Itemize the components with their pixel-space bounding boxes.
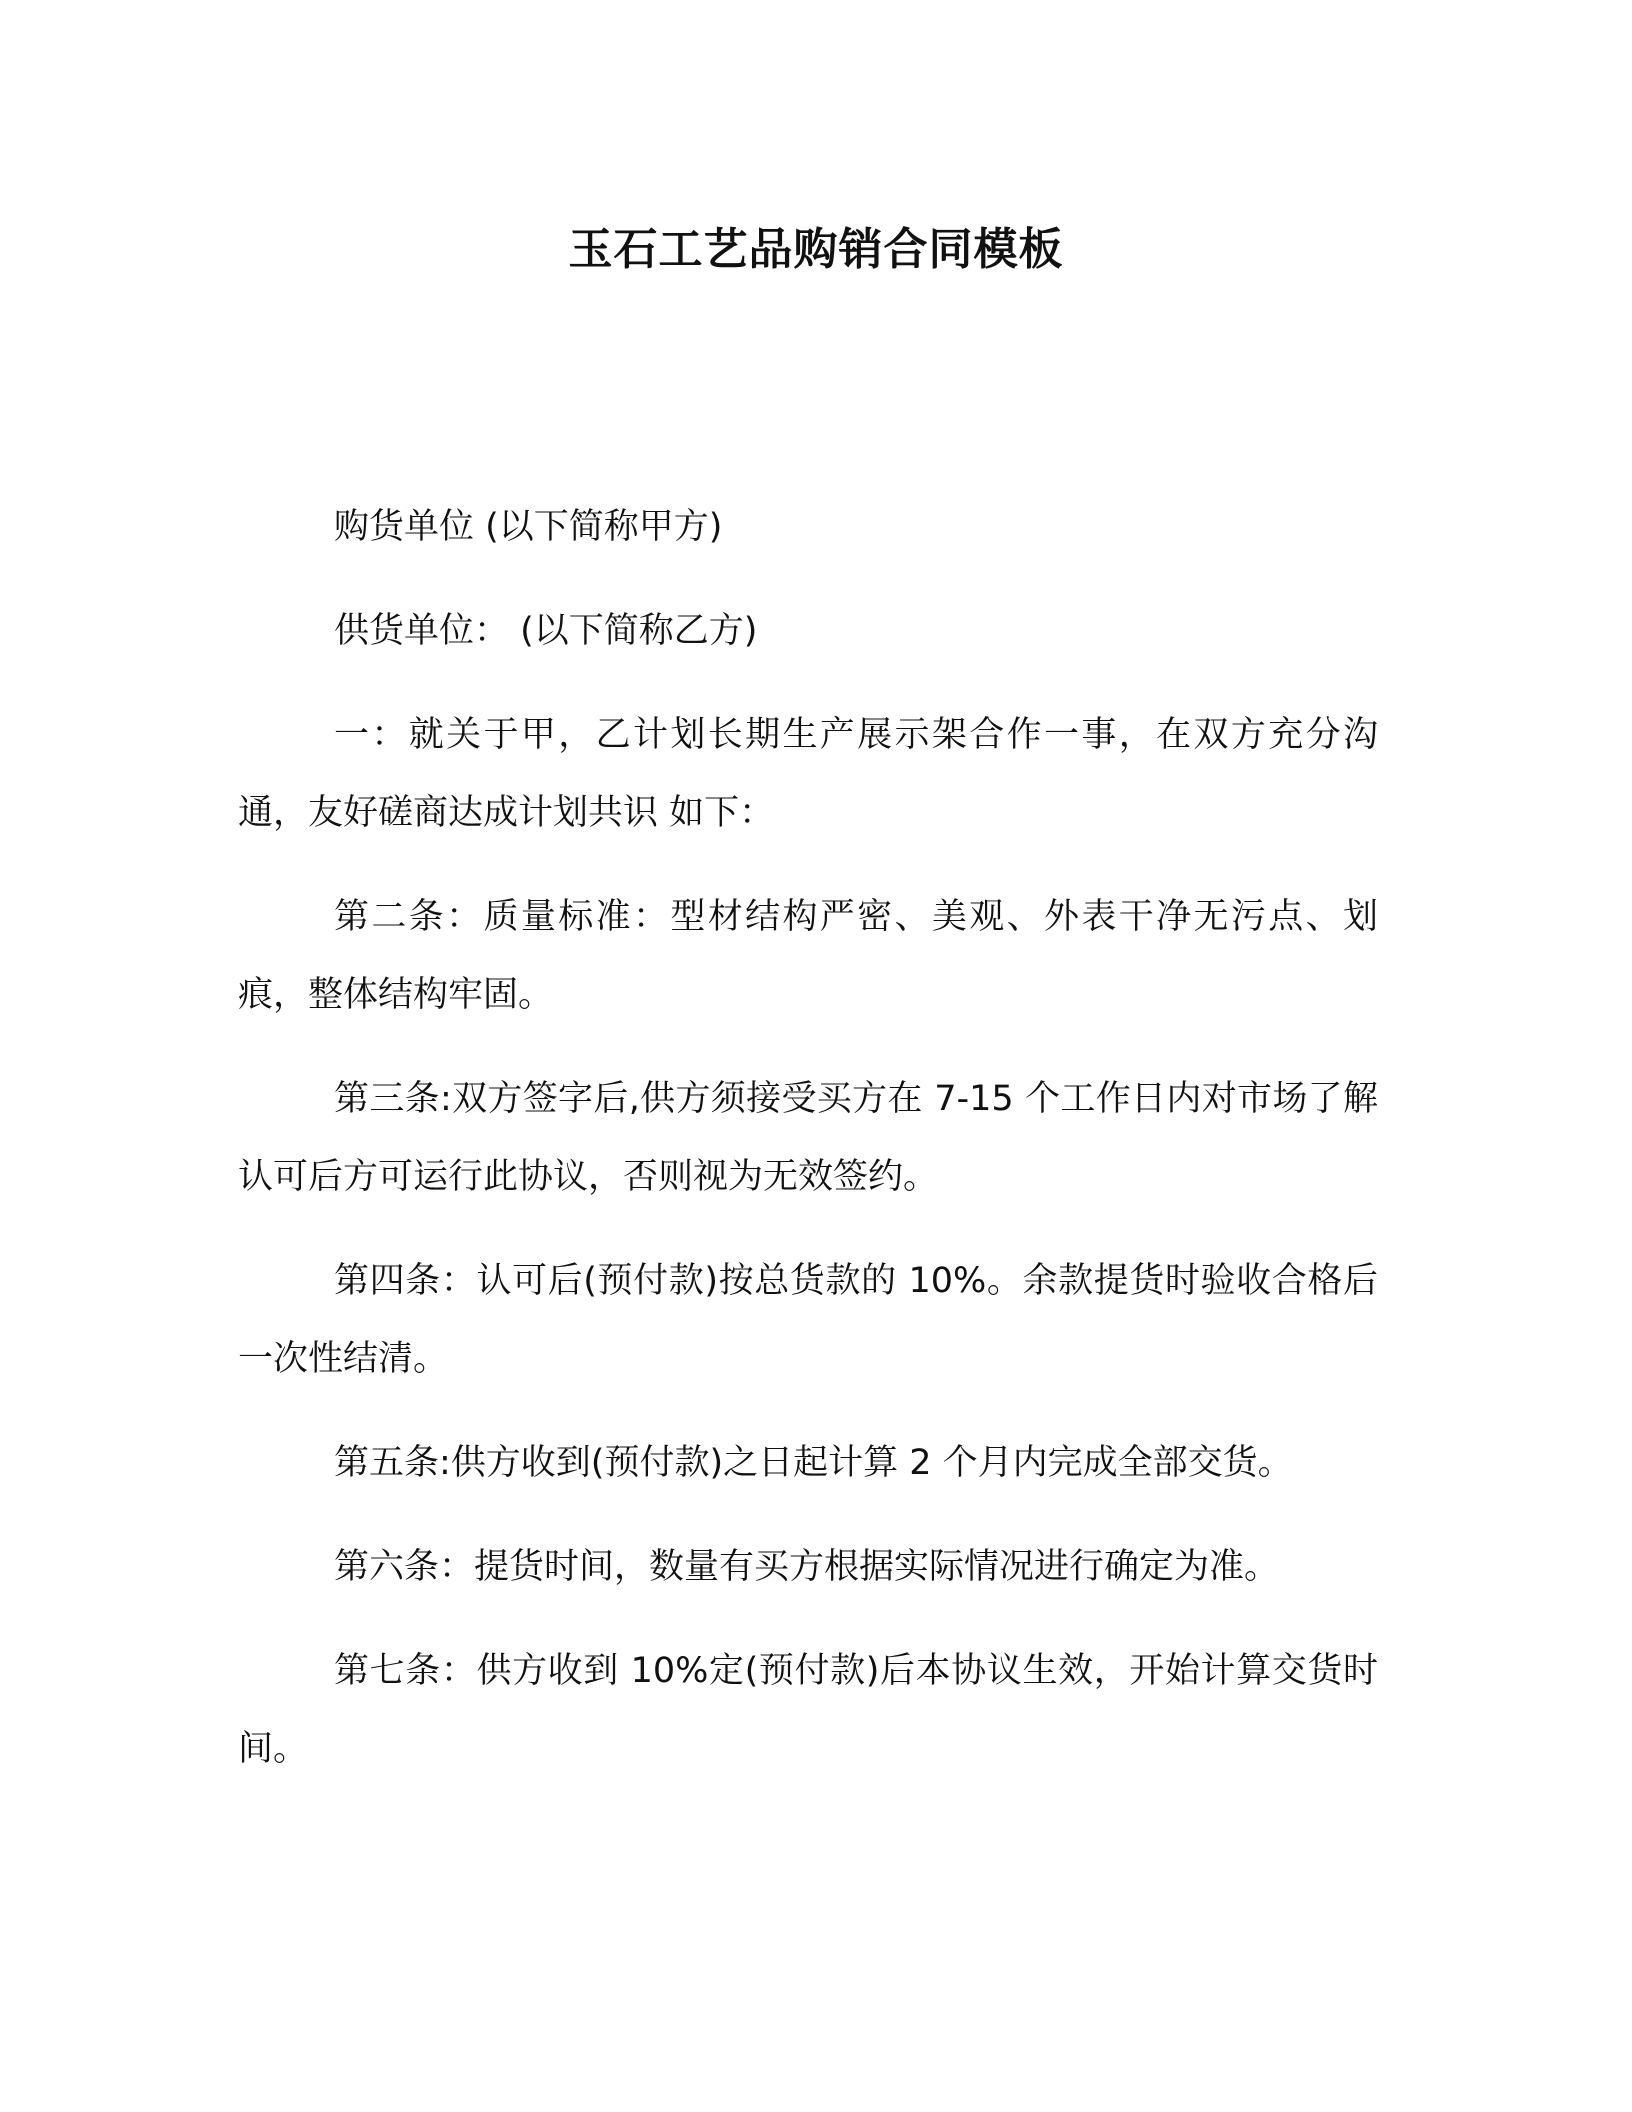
paragraph-clause-3: 第三条:双方签字后,供方须接受买方在 7-15 个工作日内对市场了解认可后方可运行此协议，否则视为无效签约。 bbox=[238, 1079, 1378, 1197]
paragraph-clause-2: 第二条：质量标准：型材结构严密、美观、外表干净无污点、划痕，整体结构牢固。 bbox=[238, 897, 1378, 1015]
paragraph-clause-7: 第七条：供方收到 10%定(预付款)后本协议生效，开始计算交货时间。 bbox=[238, 1651, 1378, 1769]
paragraph-clause-1: 一：就关于甲，乙计划长期生产展示架合作一事，在双方充分沟通，友好磋商达成计划共识 如下： bbox=[238, 715, 1378, 833]
paragraph-buyer: 购货单位 (以下简称甲方) bbox=[334, 507, 723, 547]
document-body bbox=[238, 488, 1378, 1814]
paragraph-clause-6: 第六条：提货时间，数量有买方根据实际情况进行确定为准。 bbox=[334, 1547, 1280, 1587]
document-title: 玉石工艺品购销合同模板 bbox=[568, 224, 1064, 275]
paragraph-supplier: 供货单位： (以下简称乙方) bbox=[334, 611, 758, 651]
paragraph-clause-4: 第四条：认可后(预付款)按总货款的 10%。余款提货时验收合格后一次性结清。 bbox=[238, 1261, 1378, 1379]
paragraph-clause-5: 第五条:供方收到(预付款)之日起计算 2 个月内完成全部交货。 bbox=[334, 1443, 1293, 1483]
